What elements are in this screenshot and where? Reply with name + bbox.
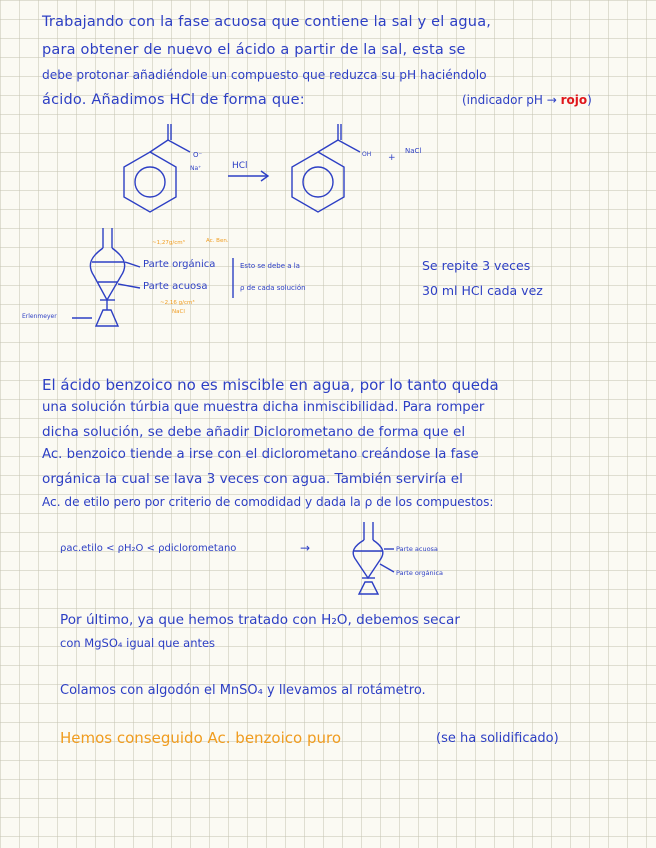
hydroxyl-label: OH (362, 151, 372, 158)
density-note-1: Esto se debe a la (240, 262, 300, 270)
conclusion-note: (se ha solidificado) (436, 731, 559, 746)
plus-sign: + (388, 153, 396, 163)
intro-line-1: Trabajando con la fase acuosa que contiene la sal y el agua, (42, 14, 492, 30)
para3-line-2: con MgSO₄ igual que antes (60, 636, 216, 650)
funnel2-flask (359, 582, 378, 594)
density-note-2: ρ de cada solución (240, 284, 306, 292)
indicator-close: ) (587, 93, 592, 107)
pointer-organic-2 (380, 564, 394, 572)
repeat-note-2: 30 ml HCl cada vez (422, 283, 543, 298)
top-compound: Ac. Ben. (206, 238, 229, 244)
aqueous-label-2: Parte acuosa (396, 545, 438, 553)
para2-line-2: una solución túrbia que muestra dicha inmiscibilidad. Para romper (42, 400, 485, 415)
organic-phase-label: Parte orgánica (143, 259, 216, 270)
top-density: ~1,27g/cm³ (152, 240, 185, 246)
reagent-label: HCl (232, 161, 248, 171)
bottom-density: ~2,16 g/cm³ (160, 300, 195, 306)
carboxylate-charge: O⁻ (193, 151, 203, 159)
intro-line-4: ácido. Añadimos HCl de forma que: (42, 92, 305, 108)
para2-line-5: orgánica la cual se lava 3 veces con agua. También serviría el (42, 471, 463, 487)
para2-line-1: El ácido benzoico no es miscible en agua, por lo tanto queda (42, 376, 499, 394)
bottom-compound: NaCl (172, 309, 185, 315)
indicator-color: rojo (560, 93, 588, 107)
indicator-text: (indicador pH (462, 93, 543, 107)
intro-line-3: debe protonar añadiéndole un compuesto que reduzca su pH haciéndolo (42, 68, 487, 82)
byproduct-label: NaCl (405, 147, 422, 155)
para2-line-6: Ac. de etilo pero por criterio de comodidad y dada la ρ de los compuestos: (42, 495, 494, 509)
organic-label-2: Parte orgánica (396, 569, 444, 577)
aqueous-phase-label: Parte acuosa (143, 281, 208, 292)
para4-line-1: Colamos con algodón el MnSO₄ y llevamos al rotámetro. (60, 683, 426, 698)
conclusion-highlight: Hemos conseguido Ac. benzoico puro (60, 729, 342, 747)
density-inequality: ρac.etilo < ρH₂O < ρdiclorometano (60, 543, 237, 554)
para2-line-3: dicha solución, se debe añadir Diclorometano de forma que el (42, 424, 466, 440)
para2-line-4: Ac. benzoico tiende a irse con el diclorometano creándose la fase (42, 447, 479, 462)
arrow-icon: → (300, 541, 311, 555)
arrow-icon: → (546, 93, 557, 107)
erlenmeyer-label: Erlenmeyer (22, 313, 57, 320)
intro-line-2: para obtener de nuevo el ácido a partir de la sal, esta se (42, 42, 466, 58)
para3-line-1: Por último, ya que hemos tratado con H₂O, debemos secar (60, 612, 460, 628)
sodium-counterion: Na⁺ (190, 165, 202, 172)
funnel2-body (353, 540, 383, 578)
repeat-note-1: Se repite 3 veces (422, 258, 531, 273)
